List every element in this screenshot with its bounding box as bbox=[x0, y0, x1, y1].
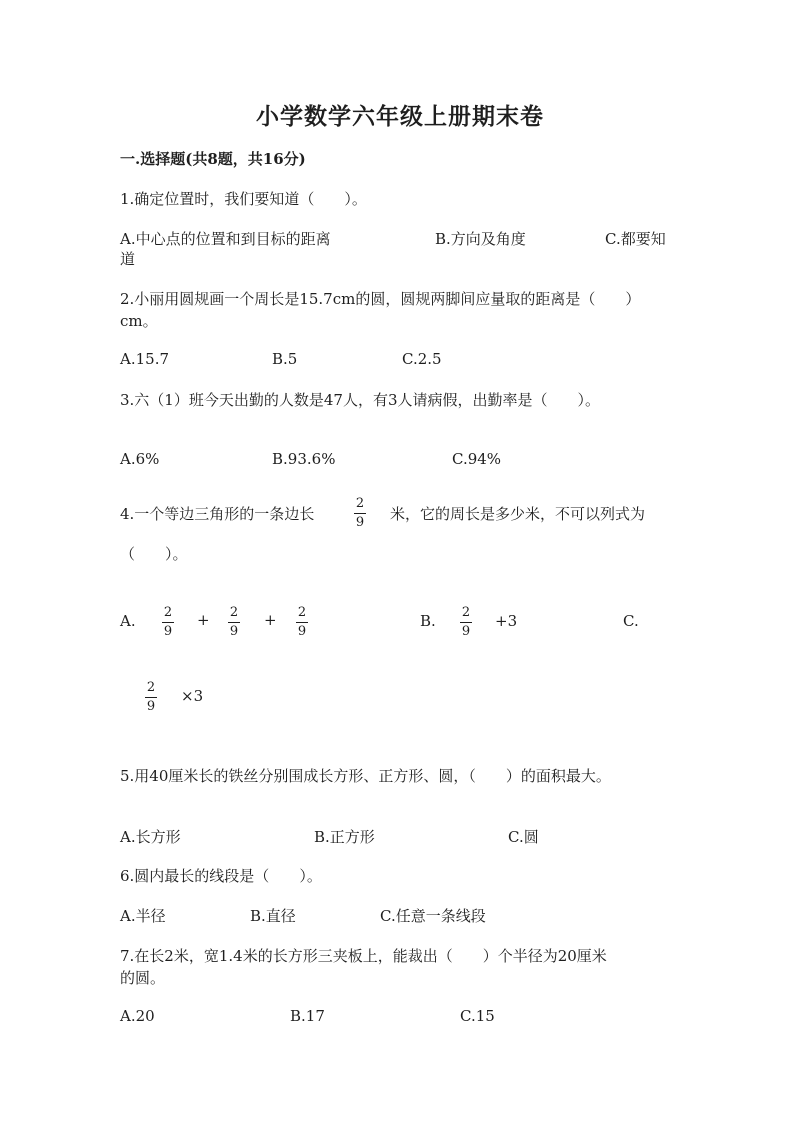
question-7-option-b: B.17 bbox=[290, 1007, 325, 1025]
question-4-option-b-label: B. bbox=[420, 612, 436, 630]
question-5-option-a: A.长方形 bbox=[120, 828, 181, 846]
fraction-bar bbox=[460, 622, 472, 623]
question-7-option-c: C.15 bbox=[460, 1007, 495, 1025]
question-1-option-a: A.中心点的位置和到目标的距离 bbox=[120, 230, 331, 248]
fraction-bar bbox=[354, 513, 366, 514]
page-title: 小学数学六年级上册期末卷 bbox=[256, 103, 544, 130]
plus-sign: + bbox=[264, 611, 277, 629]
option-a-fraction-1 bbox=[161, 606, 175, 638]
option-a-fraction-3 bbox=[295, 606, 309, 638]
question-2-option-c: C.2.5 bbox=[402, 350, 442, 368]
option-b-fraction bbox=[459, 606, 473, 638]
question-4-option-c-label: C. bbox=[623, 612, 639, 630]
fraction-denominator: 9 bbox=[163, 624, 173, 639]
fraction-denominator: 9 bbox=[461, 624, 471, 639]
question-3-option-c: C.94% bbox=[452, 450, 502, 468]
fraction-denominator: 9 bbox=[229, 624, 239, 639]
question-2-stem: 2.小丽用圆规画一个周长是15.7cm的圆，圆规两脚间应量取的距离是（ ） bbox=[120, 290, 641, 308]
question-4-option-c-suffix: ×3 bbox=[181, 687, 204, 705]
fraction-numerator: 2 bbox=[461, 605, 471, 620]
fraction-numerator: 2 bbox=[355, 496, 365, 511]
question-6-option-a: A.半径 bbox=[120, 907, 166, 925]
fraction-numerator: 2 bbox=[163, 605, 173, 620]
question-1-stem: 1.确定位置时，我们要知道（ ）。 bbox=[120, 190, 367, 208]
fraction-numerator: 2 bbox=[229, 605, 239, 620]
question-7-option-a: A.20 bbox=[120, 1007, 155, 1025]
question-2-option-a: A.15.7 bbox=[120, 350, 169, 368]
question-7-stem-wrap: 的圆。 bbox=[120, 969, 166, 987]
question-3-option-a: A.6% bbox=[120, 450, 160, 468]
question-3-stem: 3.六（1）班今天出勤的人数是47人，有3人请病假，出勤率是（ ）。 bbox=[120, 391, 600, 409]
question-1-option-c-wrap: 道 bbox=[120, 250, 136, 268]
plus-sign: + bbox=[197, 611, 210, 629]
question-5-option-b: B.正方形 bbox=[314, 828, 375, 846]
question-5-stem: 5.用40厘米长的铁丝分别围成长方形、正方形、圆，（ ）的面积最大。 bbox=[120, 767, 611, 785]
fraction-numerator: 2 bbox=[297, 605, 307, 620]
question-5-option-c: C.圆 bbox=[508, 828, 539, 846]
fraction-bar bbox=[228, 622, 240, 623]
fraction-bar bbox=[296, 622, 308, 623]
option-a-fraction-2 bbox=[227, 606, 241, 638]
question-4-fraction bbox=[353, 497, 367, 529]
fraction-bar bbox=[162, 622, 174, 623]
question-7-stem: 7.在长2米，宽1.4米的长方形三夹板上，能裁出（ ）个半径为20厘米 bbox=[120, 947, 607, 965]
question-4-stem: 4.一个等边三角形的一条边长 bbox=[120, 505, 315, 523]
fraction-numerator: 2 bbox=[146, 680, 156, 695]
question-6-option-b: B.直径 bbox=[250, 907, 296, 925]
question-4-stem-wrap: （ ）。 bbox=[120, 545, 188, 563]
question-2-option-b: B.5 bbox=[272, 350, 298, 368]
question-6-option-c: C.任意一条线段 bbox=[380, 907, 486, 925]
question-3-option-b: B.93.6% bbox=[272, 450, 336, 468]
question-1-option-b: B.方向及角度 bbox=[435, 230, 526, 248]
question-4-stem-continued: 米，它的周长是多少米，不可以列式为 bbox=[390, 505, 646, 523]
fraction-bar bbox=[145, 697, 157, 698]
fraction-denominator: 9 bbox=[355, 515, 365, 530]
question-4-option-b-suffix: +3 bbox=[495, 612, 518, 630]
option-c-fraction bbox=[144, 681, 158, 713]
question-2-stem-wrap: cm。 bbox=[120, 312, 158, 330]
fraction-denominator: 9 bbox=[297, 624, 307, 639]
section-heading: 一.选择题(共8题，共16分) bbox=[120, 150, 306, 168]
question-1-option-c: C.都要知 bbox=[605, 230, 666, 248]
question-6-stem: 6.圆内最长的线段是（ ）。 bbox=[120, 867, 322, 885]
fraction-denominator: 9 bbox=[146, 699, 156, 714]
question-4-option-a-label: A. bbox=[120, 612, 136, 630]
